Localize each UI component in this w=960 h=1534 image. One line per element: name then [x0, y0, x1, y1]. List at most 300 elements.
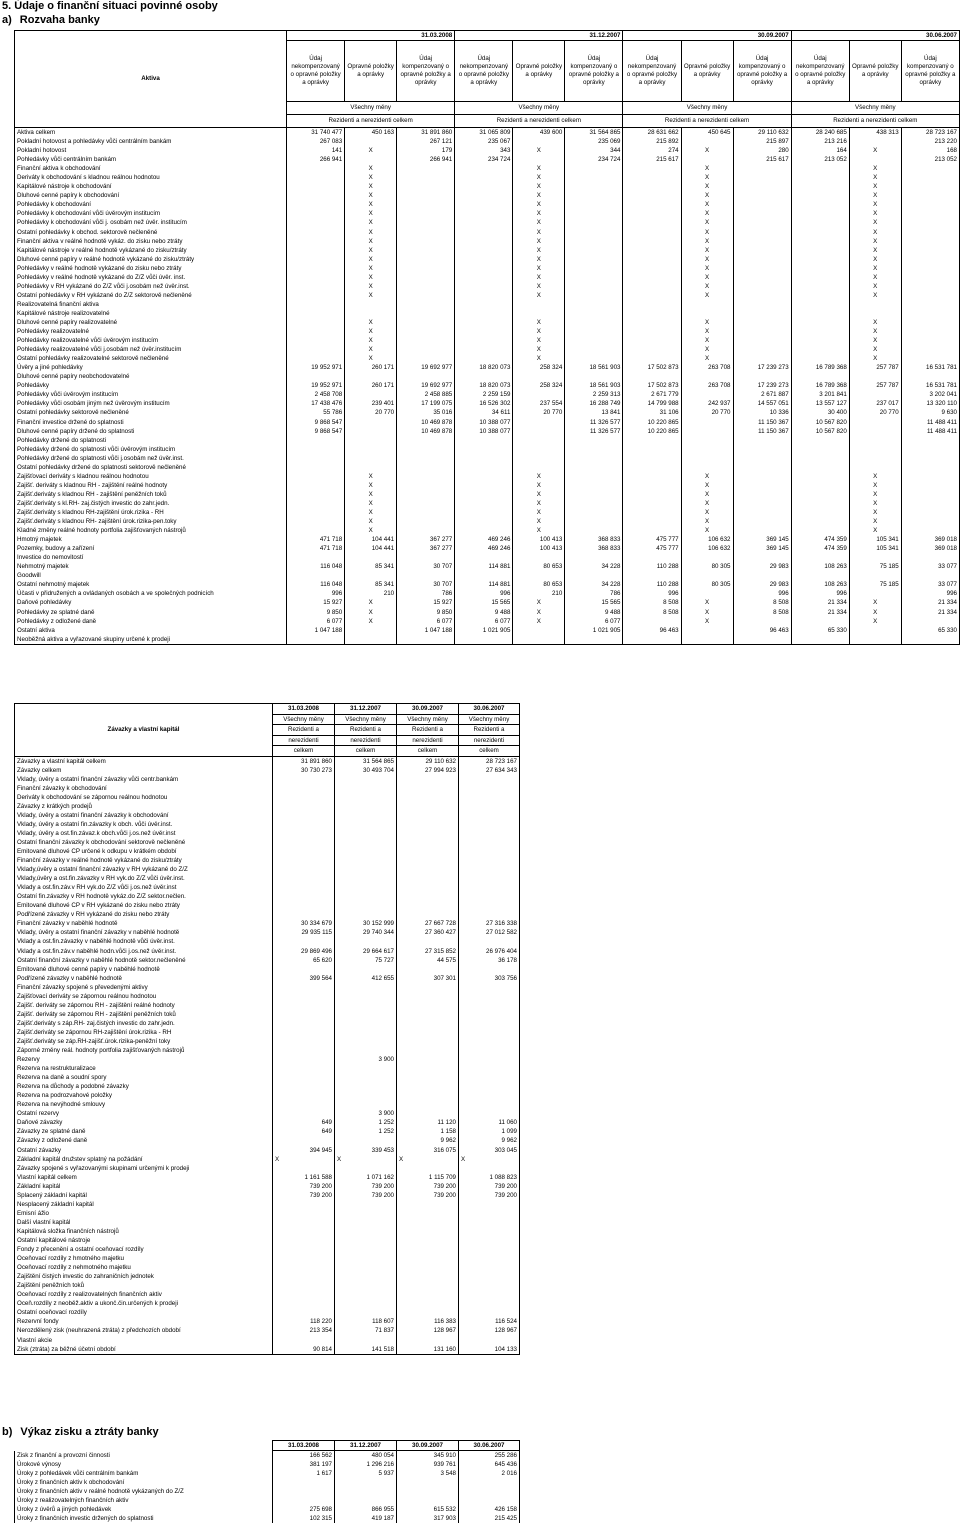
cell-value: 65 330	[791, 626, 849, 635]
cell-value: X	[681, 182, 733, 191]
cell-value	[513, 454, 565, 463]
cell-value	[623, 218, 681, 227]
cell-value	[733, 336, 791, 345]
cell-value: 31 891 860	[273, 756, 335, 766]
row-label: Hmotný majetek	[15, 535, 287, 544]
cell-value: X	[345, 598, 397, 607]
cell-value: 9 962	[459, 1136, 520, 1145]
cell-value	[901, 191, 959, 200]
row-label: Realizovatelná finanční aktiva	[15, 300, 287, 309]
cell-value	[397, 454, 455, 463]
cell-value	[397, 802, 459, 811]
currency-header: Všechny měny	[273, 714, 335, 725]
table-row	[15, 1127, 520, 1136]
cell-value	[273, 1164, 335, 1173]
cell-value	[345, 418, 397, 427]
cell-value: 28 240 685	[791, 128, 849, 138]
cell-value	[623, 309, 681, 318]
cell-value	[397, 246, 455, 255]
cell-value	[565, 264, 623, 273]
cell-value: 10 567 820	[791, 427, 849, 436]
cell-value: X	[849, 291, 901, 300]
cell-value	[287, 454, 345, 463]
cell-value: X	[849, 499, 901, 508]
table-row	[15, 300, 960, 309]
cell-value	[455, 327, 513, 336]
cell-value: 237 554	[513, 399, 565, 408]
row-label: Pokladní hotovost	[15, 146, 287, 155]
table-row	[15, 1460, 520, 1469]
cell-value	[397, 481, 455, 490]
cell-value: 237 017	[849, 399, 901, 408]
cell-value	[901, 472, 959, 481]
cell-value	[287, 228, 345, 237]
cell-value	[565, 164, 623, 173]
cell-value: 381 197	[273, 1460, 335, 1469]
cell-value: 80 653	[513, 580, 565, 589]
row-label: Pozemky, budovy a zařízení	[15, 544, 287, 553]
cell-value	[901, 481, 959, 490]
cell-value: X	[513, 255, 565, 264]
cell-value	[335, 1164, 397, 1173]
cell-value	[623, 372, 681, 381]
cell-value: 369 018	[901, 535, 959, 544]
cell-value: 11 326 577	[565, 427, 623, 436]
cell-value	[733, 571, 791, 580]
cell-value: 260 171	[345, 363, 397, 372]
table-row	[15, 617, 960, 626]
cell-value	[273, 829, 335, 838]
row-label: Dluhové cenné papíry k obchodování	[15, 191, 287, 200]
cell-value: X	[681, 472, 733, 481]
table-row	[15, 635, 960, 645]
row-label: Základní kapitál družstev splatný na požádání	[15, 1155, 273, 1164]
cell-value: 307 301	[397, 974, 459, 983]
cell-value	[397, 910, 459, 919]
table-row	[15, 381, 960, 390]
cell-value: X	[849, 246, 901, 255]
cell-value: 19 952 971	[287, 381, 345, 390]
cell-value	[273, 1299, 335, 1308]
cell-value: 344	[565, 146, 623, 155]
cell-value	[901, 336, 959, 345]
table-row	[15, 1091, 520, 1100]
cell-value	[397, 318, 455, 327]
table-row	[15, 802, 520, 811]
cell-value: 71 837	[335, 1326, 397, 1335]
cell-value	[273, 1001, 335, 1010]
cell-value: 266 941	[397, 155, 455, 164]
cell-value: 3 900	[335, 1055, 397, 1064]
cell-value	[273, 1487, 335, 1496]
cell-value	[335, 1308, 397, 1317]
row-label: Vlastní akcie	[15, 1336, 273, 1345]
cell-value	[335, 892, 397, 901]
row-label: Finanční závazky v naběhlé hodnotě	[15, 919, 273, 928]
cell-value	[791, 345, 849, 354]
cell-value: X	[345, 291, 397, 300]
cell-value: 210	[345, 589, 397, 598]
cell-value: 27 994 923	[397, 766, 459, 775]
cell-value: 80 305	[681, 562, 733, 571]
cell-value	[459, 1073, 520, 1082]
table-row	[15, 228, 960, 237]
cell-value	[287, 481, 345, 490]
cell-value: 1 021 905	[455, 626, 513, 635]
cell-value	[849, 427, 901, 436]
cell-value	[565, 255, 623, 264]
cell-value	[623, 182, 681, 191]
cell-value: 26 976 404	[459, 946, 520, 955]
cell-value	[459, 892, 520, 901]
cell-value: 100 413	[513, 535, 565, 544]
cell-value	[459, 784, 520, 793]
cell-value: X	[397, 1155, 459, 1164]
cell-value: X	[849, 336, 901, 345]
cell-value: 16 789 368	[791, 381, 849, 390]
cell-value: 996	[791, 589, 849, 598]
cell-value	[459, 793, 520, 802]
cell-value	[335, 1272, 397, 1281]
cell-value	[273, 1254, 335, 1263]
row-label: Nesplacený základní kapitál	[15, 1200, 273, 1209]
cell-value	[565, 309, 623, 318]
cell-value	[455, 553, 513, 562]
cell-value	[335, 1209, 397, 1218]
table-row	[15, 1281, 520, 1290]
column-header: Opravné položky a oprávky	[681, 41, 733, 102]
table-row	[15, 309, 960, 318]
cell-value: 3 548	[397, 1469, 459, 1478]
cell-value	[565, 372, 623, 381]
cell-value	[901, 526, 959, 535]
cell-value	[901, 282, 959, 291]
cell-value: 104 133	[459, 1345, 520, 1355]
cell-value: 110 288	[623, 562, 681, 571]
table-row	[15, 856, 520, 865]
cell-value	[345, 390, 397, 399]
cell-value	[345, 300, 397, 309]
row-label: Kapitálové nástroje v reálné hodnotě vykázané do zisku/ztráty	[15, 246, 287, 255]
cell-value: 215 617	[623, 155, 681, 164]
currency-header: Všechny měny	[623, 102, 791, 115]
cell-value: X	[681, 617, 733, 626]
cell-value	[791, 228, 849, 237]
cell-value	[459, 874, 520, 883]
cell-value	[513, 390, 565, 399]
cell-value	[397, 1290, 459, 1299]
cell-value	[791, 209, 849, 218]
cell-value	[459, 1218, 520, 1227]
cell-value	[565, 282, 623, 291]
row-label: Oceňovací rozdíly z realizovatelných finančních aktiv	[15, 1290, 273, 1299]
cell-value	[733, 300, 791, 309]
cell-value	[459, 965, 520, 974]
period-header: 31.12.2007	[335, 1441, 397, 1451]
row-label: Goodwill	[15, 571, 287, 580]
cell-value	[733, 508, 791, 517]
table-row	[15, 237, 960, 246]
cell-value	[397, 1336, 459, 1345]
cell-value: X	[513, 607, 565, 616]
cell-value	[455, 436, 513, 445]
cell-value	[273, 1019, 335, 1028]
table-row	[15, 445, 960, 454]
cell-value: 480 054	[335, 1451, 397, 1461]
cell-value	[455, 255, 513, 264]
row-label: Rezerva na podrozvahové položky	[15, 1091, 273, 1100]
cell-value	[335, 1200, 397, 1209]
cell-value	[565, 209, 623, 218]
cell-value	[455, 300, 513, 309]
cell-value: 18 820 073	[455, 381, 513, 390]
table-row	[15, 200, 960, 209]
cell-value	[849, 436, 901, 445]
cell-value: 35 016	[397, 408, 455, 417]
cell-value	[459, 1046, 520, 1055]
cell-value	[335, 1073, 397, 1082]
cell-value	[397, 1245, 459, 1254]
cell-value	[345, 137, 397, 146]
cell-value	[459, 1487, 520, 1496]
cell-value: X	[681, 164, 733, 173]
cell-value: 469 246	[455, 544, 513, 553]
table-row	[15, 598, 960, 607]
cell-value: 11 150 367	[733, 418, 791, 427]
cell-value	[397, 354, 455, 363]
cell-value	[901, 571, 959, 580]
subsection-a-letter: a)	[2, 14, 12, 26]
cell-value: 75 185	[849, 562, 901, 571]
res2-header: nerezidenti	[273, 735, 335, 746]
table-row	[15, 956, 520, 965]
cell-value	[681, 553, 733, 562]
cell-value	[287, 571, 345, 580]
table-row	[15, 1046, 520, 1055]
cell-value	[623, 318, 681, 327]
cell-value	[733, 472, 791, 481]
cell-value	[459, 1290, 520, 1299]
cell-value: 29 664 617	[335, 946, 397, 955]
cell-value	[273, 910, 335, 919]
cell-value	[455, 508, 513, 517]
income-table	[14, 1440, 520, 1523]
cell-value: X	[345, 255, 397, 264]
cell-value: 29 869 496	[273, 946, 335, 955]
cell-value: 106 632	[681, 535, 733, 544]
cell-value	[513, 553, 565, 562]
cell-value: 9 488	[455, 607, 513, 616]
cell-value: 30 493 704	[335, 766, 397, 775]
cell-value: X	[513, 209, 565, 218]
cell-value	[565, 336, 623, 345]
cell-value	[273, 802, 335, 811]
cell-value	[681, 427, 733, 436]
cell-value: 31 106	[623, 408, 681, 417]
row-label: Kapitálové nástroje realizovatelné	[15, 309, 287, 318]
cell-value	[397, 1164, 459, 1173]
cell-value	[397, 883, 459, 892]
cell-value	[455, 354, 513, 363]
row-label: Zajišť. deriváty se zápornou RH - zajištění reálné hodnoty	[15, 1001, 273, 1010]
cell-value	[397, 1209, 459, 1218]
cell-value	[455, 218, 513, 227]
row-label: Zajišťovací deriváty se zápornou reálnou hodnotou	[15, 992, 273, 1001]
cell-value	[849, 445, 901, 454]
cell-value: 118 607	[335, 1317, 397, 1326]
table-row	[15, 1336, 520, 1345]
cell-value	[287, 553, 345, 562]
period-header: 30.06.2007	[791, 31, 959, 41]
row-label: Emisní ážio	[15, 1209, 273, 1218]
cell-value	[397, 1254, 459, 1263]
cell-value	[901, 264, 959, 273]
cell-value: X	[513, 291, 565, 300]
cell-value: 16 531 781	[901, 363, 959, 372]
cell-value: 65 620	[273, 956, 335, 965]
cell-value	[335, 820, 397, 829]
cell-value: 1 252	[335, 1127, 397, 1136]
subsection-a-title: Rozvaha banky	[19, 14, 100, 26]
cell-value: 474 359	[791, 535, 849, 544]
cell-value: 1 021 905	[565, 626, 623, 635]
table-row	[15, 1209, 520, 1218]
cell-value	[623, 481, 681, 490]
cell-value	[565, 508, 623, 517]
cell-value: 28 631 662	[623, 128, 681, 138]
cell-value: 17 239 273	[733, 363, 791, 372]
cell-value	[901, 218, 959, 227]
cell-value: 21 334	[901, 598, 959, 607]
cell-value: X	[681, 246, 733, 255]
cell-value	[901, 182, 959, 191]
cell-value	[335, 847, 397, 856]
period-header: 31.03.2008	[287, 31, 455, 41]
cell-value	[459, 910, 520, 919]
cell-value: X	[849, 481, 901, 490]
cell-value: 29 110 632	[397, 756, 459, 766]
cell-value: 141	[287, 146, 345, 155]
cell-value: 649	[273, 1118, 335, 1127]
cell-value: X	[513, 354, 565, 363]
cell-value	[513, 571, 565, 580]
cell-value	[273, 1281, 335, 1290]
cell-value: 27 667 728	[397, 919, 459, 928]
cell-value: X	[681, 209, 733, 218]
table-row	[15, 1200, 520, 1209]
cell-value: 36 178	[459, 956, 520, 965]
table-row	[15, 1290, 520, 1299]
res2-header: nerezidenti	[335, 735, 397, 746]
cell-value: 263 708	[681, 381, 733, 390]
cell-value	[397, 508, 455, 517]
cell-value: 2 259 159	[455, 390, 513, 399]
cell-value	[901, 454, 959, 463]
cell-value	[335, 1064, 397, 1073]
cell-value: X	[849, 490, 901, 499]
cell-value: 118 220	[273, 1317, 335, 1326]
cell-value: X	[849, 598, 901, 607]
cell-value: 44 575	[397, 956, 459, 965]
row-label: Zajištění peněžních toků	[15, 1281, 273, 1290]
table-row	[15, 847, 520, 856]
cell-value: X	[513, 345, 565, 354]
cell-value	[849, 137, 901, 146]
row-label: Oceň.rozdíly z neoběž.aktiv a ukonč.čin.určených k prodeji	[15, 1299, 273, 1308]
cell-value: 3 201 841	[791, 390, 849, 399]
cell-value	[459, 1254, 520, 1263]
cell-value	[733, 454, 791, 463]
cell-value	[287, 218, 345, 227]
cell-value: X	[513, 200, 565, 209]
cell-value: 258 324	[513, 381, 565, 390]
table-row	[15, 901, 520, 910]
cell-value: X	[681, 517, 733, 526]
table-row	[15, 273, 960, 282]
cell-value: 166 562	[273, 1451, 335, 1461]
table-row	[15, 1136, 520, 1145]
cell-value	[565, 445, 623, 454]
table-row	[15, 399, 960, 408]
cell-value	[513, 626, 565, 635]
cell-value	[287, 264, 345, 273]
table-row	[15, 1182, 520, 1191]
cell-value	[345, 427, 397, 436]
cell-value: 11 488 411	[901, 418, 959, 427]
cell-value: 116 048	[287, 562, 345, 571]
cell-value	[565, 526, 623, 535]
row-label: Vklady, úvěry a ostatní fin.závazky k obch. vůči úvěr.inst.	[15, 820, 273, 829]
cell-value	[273, 784, 335, 793]
table-row	[15, 946, 520, 955]
cell-value	[459, 1164, 520, 1173]
cell-value: X	[849, 228, 901, 237]
cell-value: X	[513, 490, 565, 499]
row-label: Zajišť.deriváty s kl.RH- zaj.čistých investic do zahr.jedn.	[15, 499, 287, 508]
period-row	[15, 31, 960, 41]
cell-value	[565, 571, 623, 580]
cell-value: 102 315	[273, 1514, 335, 1523]
cell-value	[565, 327, 623, 336]
cell-value: 266 941	[287, 155, 345, 164]
cell-value	[287, 508, 345, 517]
cell-value: 343	[455, 146, 513, 155]
cell-value	[459, 1281, 520, 1290]
cell-value	[273, 1055, 335, 1064]
cell-value	[397, 838, 459, 847]
cell-value	[335, 1236, 397, 1245]
cell-value	[623, 291, 681, 300]
cell-value	[901, 345, 959, 354]
cell-value	[459, 1478, 520, 1487]
cell-value	[623, 300, 681, 309]
cell-value: 469 246	[455, 535, 513, 544]
cell-value	[791, 264, 849, 273]
cell-value	[849, 635, 901, 645]
table-row	[15, 1487, 520, 1496]
cell-value	[459, 1236, 520, 1245]
cell-value: 5 937	[335, 1469, 397, 1478]
cell-value: X	[513, 517, 565, 526]
table-row	[15, 363, 960, 372]
cell-value	[455, 309, 513, 318]
table-row	[15, 544, 960, 553]
cell-value: X	[513, 508, 565, 517]
cell-value: X	[681, 345, 733, 354]
column-header: Údaj kompenzovaný o opravné položky a oprávky	[565, 41, 623, 102]
cell-value	[397, 1019, 459, 1028]
cell-value	[397, 1281, 459, 1290]
